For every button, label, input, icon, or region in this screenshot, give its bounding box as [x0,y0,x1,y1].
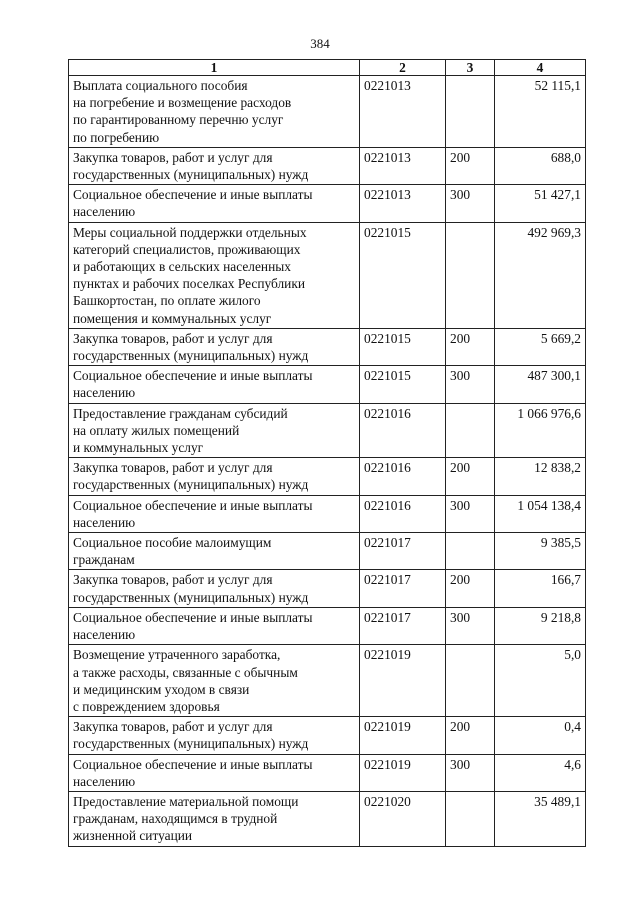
row-name: Закупка товаров, работ и услуг для государственных (муниципальных) нужд [69,717,360,754]
row-code: 0221020 [360,791,446,846]
row-amount: 487 300,1 [495,366,586,403]
table-row [69,607,586,644]
row-code: 0221013 [360,76,446,148]
table-row [69,645,586,717]
row-code: 0221019 [360,717,446,754]
row-amount: 5 669,2 [495,328,586,365]
row-type: 300 [446,754,495,791]
row-type [446,645,495,717]
table-row [69,754,586,791]
row-name: Закупка товаров, работ и услуг для государственных (муниципальных) нужд [69,570,360,607]
table-row [69,328,586,365]
row-code: 0221013 [360,185,446,222]
row-type: 200 [446,458,495,495]
row-name: Социальное обеспечение и иные выплаты населению [69,607,360,644]
row-code: 0221016 [360,495,446,532]
row-amount: 52 115,1 [495,76,586,148]
page-number: 384 [310,36,330,51]
row-name: Закупка товаров, работ и услуг для государственных (муниципальных) нужд [69,147,360,184]
table-row [69,717,586,754]
row-amount: 492 969,3 [495,222,586,328]
row-type: 200 [446,147,495,184]
table-row [69,570,586,607]
header-row [69,60,586,76]
column-header-3: 3 [446,60,495,76]
table-row [69,147,586,184]
row-type [446,403,495,458]
row-name: Закупка товаров, работ и услуг для государственных (муниципальных) нужд [69,458,360,495]
column-header-2: 2 [360,60,446,76]
table-row [69,366,586,403]
row-type: 300 [446,366,495,403]
budget-table [68,59,586,847]
row-amount: 1 054 138,4 [495,495,586,532]
row-name: Социальное пособие малоимущим гражданам [69,533,360,570]
row-type: 300 [446,185,495,222]
row-amount: 5,0 [495,645,586,717]
row-name: Социальное обеспечение и иные выплаты населению [69,185,360,222]
row-amount: 688,0 [495,147,586,184]
row-code: 0221015 [360,366,446,403]
row-type: 200 [446,328,495,365]
row-code: 0221017 [360,607,446,644]
row-amount: 12 838,2 [495,458,586,495]
row-type [446,533,495,570]
row-type [446,791,495,846]
row-code: 0221017 [360,570,446,607]
column-header-1: 1 [69,60,360,76]
row-name: Меры социальной поддержки отдельных категорий специалистов, проживающих и работающих в сельских населенных пунктах и рабочих поселках Республики Башкортостан, по оплате жилого помещения и коммунальных услуг [69,222,360,328]
table-row [69,185,586,222]
column-header-4: 4 [495,60,586,76]
row-type: 200 [446,570,495,607]
row-code: 0221019 [360,754,446,791]
row-type: 200 [446,717,495,754]
row-code: 0221019 [360,645,446,717]
row-amount: 4,6 [495,754,586,791]
table-row [69,533,586,570]
table-row [69,495,586,532]
row-name: Выплата социального пособия на погребение и возмещение расходов по гарантированному перечню услуг по погребению [69,76,360,148]
row-name: Социальное обеспечение и иные выплаты населению [69,495,360,532]
row-name: Предоставление гражданам субсидий на оплату жилых помещений и коммунальных услуг [69,403,360,458]
table-row [69,791,586,846]
row-amount: 35 489,1 [495,791,586,846]
table-row [69,76,586,148]
row-type [446,222,495,328]
row-name: Социальное обеспечение и иные выплаты населению [69,366,360,403]
row-type [446,76,495,148]
row-name: Предоставление материальной помощи гражданам, находящимся в трудной жизненной ситуации [69,791,360,846]
row-code: 0221013 [360,147,446,184]
row-name: Социальное обеспечение и иные выплаты населению [69,754,360,791]
row-amount: 0,4 [495,717,586,754]
row-code: 0221016 [360,458,446,495]
row-code: 0221017 [360,533,446,570]
row-code: 0221015 [360,222,446,328]
row-code: 0221015 [360,328,446,365]
table-row [69,403,586,458]
row-amount: 1 066 976,6 [495,403,586,458]
row-amount: 166,7 [495,570,586,607]
row-type: 300 [446,495,495,532]
row-amount: 51 427,1 [495,185,586,222]
row-name: Закупка товаров, работ и услуг для государственных (муниципальных) нужд [69,328,360,365]
table-row [69,222,586,328]
row-type: 300 [446,607,495,644]
row-amount: 9 218,8 [495,607,586,644]
table-row [69,458,586,495]
row-name: Возмещение утраченного заработка, а также расходы, связанные с обычным и медицинским уходом в связи с повреждением здоровья [69,645,360,717]
row-code: 0221016 [360,403,446,458]
row-amount: 9 385,5 [495,533,586,570]
